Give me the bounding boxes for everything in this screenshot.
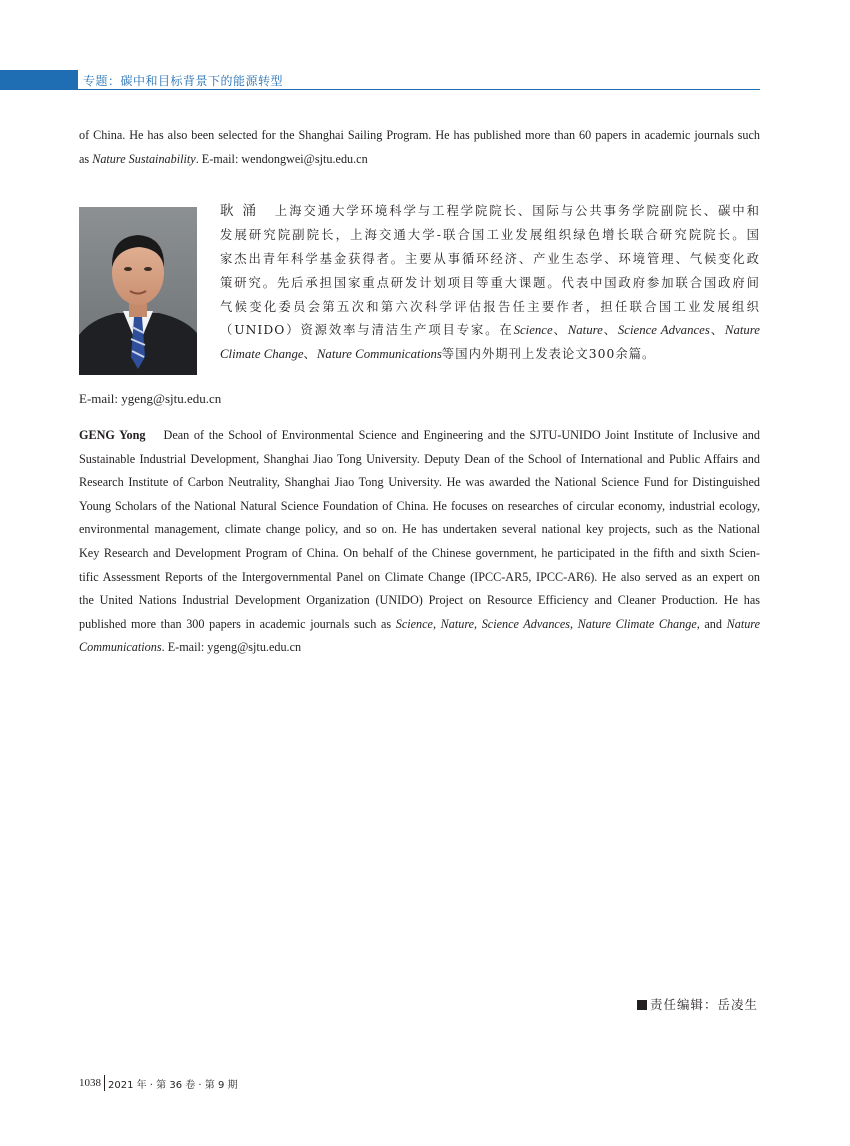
header-rule (78, 89, 760, 90)
journal-name: Nature (726, 616, 760, 631)
text-line: published more than 300 papers in academic journals such as Science, Nature, Science Advances, Nature Climate Change, and Nature (79, 616, 760, 631)
text-line: 发展研究院副院长，上海交通大学-联合国工业发展组织绿色增长联合研究院院长。国 (220, 227, 760, 242)
header-color-block (0, 70, 78, 90)
text-line: the United Nations Industrial Development Organization (UNIDO) Project on Resource Efficiency and Cleaner Production. He has (79, 593, 760, 608)
journal-name: Nature (440, 616, 475, 631)
text-line: Communications. E-mail: ygeng@sjtu.edu.cn (79, 640, 302, 655)
text-line: 耿涌 上海交通大学环境科学与工程学院院长、国际与公共事务学院副院长、碳中和 (220, 203, 761, 219)
english-author-bio (79, 424, 760, 660)
journal-name: Science Advances (617, 323, 710, 338)
text-line: 气候变化委员会第五次和第六次科学评估报告任主要作者，担任联合国工业发展组织 (220, 299, 760, 314)
author-email: E-mail: ygeng@sjtu.edu.cn (79, 391, 222, 406)
text-line: 家杰出青年科学基金获得者。主要从事循环经济、产业生态学、环境管理、气候变化政 (220, 251, 760, 266)
page-number: 1038 (79, 1077, 101, 1089)
text-line: GENG Yong Dean of the School of Environmental Science and Engineering and the SJTU-UNIDO Joint Institute of Inclusive and (79, 428, 760, 442)
author-name-en: GENG Yong (79, 428, 146, 442)
author-name-cn: 耿涌 (220, 203, 265, 219)
journal-name: Science (395, 616, 433, 631)
page-footer (79, 1075, 238, 1091)
text-line: Sustainable Industrial Development, Shanghai Jiao Tong University. Deputy Dean of the School of International and Public Affairs and (79, 451, 760, 466)
text-line: as Nature Sustainability. E-mail: wendongwei@sjtu.edu.cn (79, 151, 368, 166)
journal-name: Communications (79, 640, 162, 655)
journal-name: Nature Climate Change (577, 616, 697, 631)
footer-divider (104, 1075, 105, 1091)
journal-name: Nature (724, 323, 760, 338)
text-line: （UNIDO）资源效率与清洁生产项目专家。在Science、Nature、Science Advances、Nature (220, 323, 760, 338)
responsible-editor: 责任编辑：岳凌生 (637, 995, 758, 1013)
author-photo (79, 207, 197, 375)
text-line: 策研究。先后承担国家重点研发计划项目等重大课题。代表中国政府参加联合国政府间 (220, 275, 760, 290)
journal-name: Nature Sustainability (92, 151, 196, 166)
journal-name: Science Advances (481, 616, 570, 631)
text-line: Young Scholars of the National Natural Science Foundation of China. He focuses on researches of circular economy, industrial ecology, (79, 498, 760, 513)
journal-name: Climate Change (220, 347, 304, 362)
text-line: tific Assessment Reports of the Intergovernmental Panel on Climate Change (IPCC-AR5, IPCC-AR6). He also served as an expert on (79, 569, 760, 584)
text-line: Research Institute of Carbon Neutrality, Shanghai Jiao Tong University. He was awarded the National Science Fund for Distinguished (79, 475, 760, 490)
journal-name: Science (513, 323, 553, 338)
previous-author-bio-tail (79, 124, 760, 171)
black-square-icon (637, 1000, 647, 1010)
chinese-author-bio (220, 200, 760, 367)
issue-info: 2021 年 · 第 36 卷 · 第 9 期 (108, 1079, 238, 1091)
journal-name: Nature (567, 323, 603, 338)
journal-name: Nature Communications (316, 347, 442, 362)
section-title: 专题：碳中和目标背景下的能源转型 (83, 74, 284, 88)
text-line: environmental management, climate change policy, and so on. He has undertaken several national key projects, such as the National (79, 522, 760, 537)
text-line: Climate Change、Nature Communications等国内外期刊上发表论文300余篇。 (220, 347, 656, 362)
text-line: Key Research and Development Program of China. On behalf of the Chinese government, he participated in the fifth and sixth Scien- (79, 545, 760, 560)
text-line: of China. He has also been selected for the Shanghai Sailing Program. He has published more than 60 papers in academic journals such (79, 128, 760, 142)
